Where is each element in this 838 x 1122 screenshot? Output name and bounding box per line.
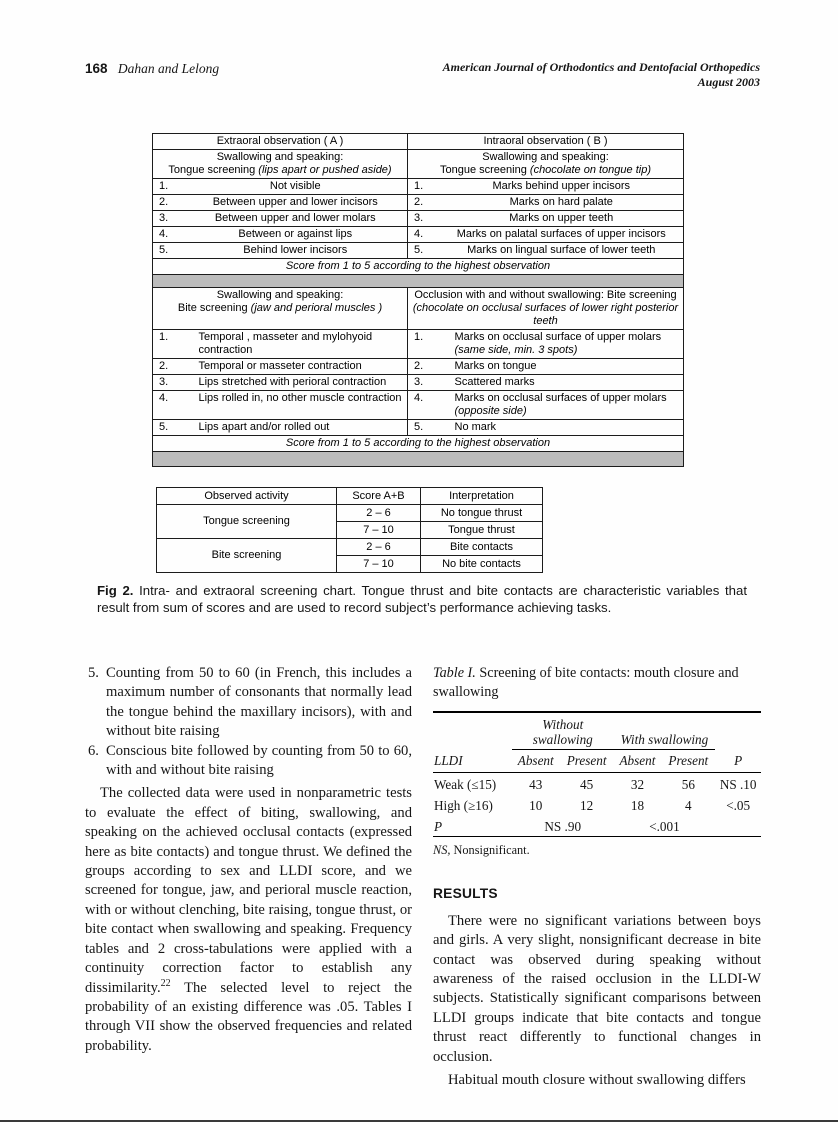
list-item: [85, 664, 412, 742]
spacer-cell: [715, 712, 761, 750]
p-value-cell: <.05: [726, 798, 751, 813]
screening-chart-table: [152, 133, 684, 467]
value-cell: 43: [529, 777, 543, 792]
activity-cell: Bite screening: [157, 539, 337, 573]
chart-item-row: [153, 243, 684, 259]
row-label-p: P: [434, 819, 443, 834]
extraoral-item: Not visible: [184, 179, 408, 195]
chart-item-row: [153, 330, 684, 359]
results-paragraph: There were no significant variations between boys and girls. A very slight, nonsignificant decrease in bite contact was observed during speaking without awareness of the raised occlusion in the LLDI-W subjects. Statistically significant comparisons between LLDI groups indicate that bite contacts and tongue thrust react differently to functional changes in occlusion.: [433, 912, 761, 1065]
intraoral-item: Marks on hard palate: [440, 195, 684, 211]
intraoral-item: Marks on tongue: [440, 359, 684, 375]
chart-item-row: [153, 227, 684, 243]
interpretation-cell: No bite contacts: [421, 556, 543, 573]
item-number: 2.: [408, 359, 440, 375]
extraoral-item: Between or against lips: [184, 227, 408, 243]
page-number: 168: [85, 61, 108, 76]
intraoral-item: Marks behind upper incisors: [440, 179, 684, 195]
chart-item-row: [153, 420, 684, 436]
chart-item-row: [153, 195, 684, 211]
item-number: 5.: [408, 420, 440, 436]
item-number: 2.: [408, 195, 440, 211]
table-row: [153, 452, 684, 467]
extraoral-item: Lips stretched with perioral contraction: [184, 375, 408, 391]
item-number: 3.: [408, 375, 440, 391]
interpretation-cell: Bite contacts: [421, 539, 543, 556]
intraoral-tongue-subheader: [408, 150, 684, 179]
score-cell: 2 – 6: [337, 505, 421, 522]
extraoral-item: Lips apart and/or rolled out: [184, 420, 408, 436]
intraoral-item: Marks on lingual surface of lower teeth: [440, 243, 684, 259]
table-row: [153, 259, 684, 275]
value-cell: 56: [681, 777, 695, 792]
intraoral-bite-subheader: [408, 288, 684, 330]
value-cell: 45: [580, 777, 594, 792]
running-authors: Dahan and Lelong: [117, 61, 220, 76]
activity-cell: Tongue screening: [157, 505, 337, 539]
score-note: Score from 1 to 5 according to the highest observation: [153, 436, 684, 452]
intraoral-item: Marks on occlusal surfaces of upper molars (opposite side): [440, 391, 684, 420]
list-item-number: 6.: [88, 742, 99, 759]
intraoral-item: Scattered marks: [440, 375, 684, 391]
item-number: 5.: [153, 420, 184, 436]
intraoral-item: Marks on occlusal surface of upper molars (same side, min. 3 spots): [440, 330, 684, 359]
item-number: 3.: [408, 211, 440, 227]
chart-item-row: [153, 375, 684, 391]
methods-paragraph: The collected data were used in nonparametric tests to evaluate the effect of biting, swallowing, and speaking on the achieved occlusal contacts (expressed here as bite contacts) and tongue thrust. We defined the groups according to sex and LLDI score, and we screened for tongue, jaw, and perioral muscle reaction, with or without clenching, bite raising, tongue thrust, or bite contact when swallowing and speaking. Frequency tables and 2 cross-tabulations were applied with a continuity correction factor to establish any dissimilarity.$^{22}$ The selected level to reject the probability of an existing difference was .05. Tables I through VII show the observed frequencies and related probability.: [85, 785, 412, 1054]
table-row: [153, 288, 684, 330]
col-header-p: P: [715, 750, 761, 773]
item-number: 1.: [408, 330, 440, 359]
item-number: 1.: [408, 179, 440, 195]
extraoral-item: Temporal , masseter and mylohyoid contraction: [184, 330, 408, 359]
group-header-with-swallowing: With swallowing: [614, 712, 716, 750]
results-paragraph: Habitual mouth closure without swallowing differs: [448, 1072, 746, 1089]
table-row: [157, 488, 543, 505]
subheader-line: Occlusion with and without swallowing: Bite screening: [414, 289, 677, 301]
item-number: 1.: [153, 330, 184, 359]
intraoral-item: Marks on upper teeth: [440, 211, 684, 227]
subheader-line: Tongue screening (chocolate on tongue tip): [440, 164, 651, 176]
separator-band: [153, 452, 684, 467]
journal-title: American Journal of Orthodontics and Dentofacial Orthopedics: [442, 60, 760, 74]
table1-footnote: NS, Nonsignificant.: [433, 843, 530, 857]
issue-date: August 2003: [697, 75, 760, 89]
item-number: 1.: [153, 179, 184, 195]
item-number: 3.: [153, 211, 184, 227]
value-cell: 4: [685, 798, 692, 813]
list-item-number: 5.: [88, 665, 99, 681]
list-item: [85, 742, 412, 781]
item-number: 4.: [408, 227, 440, 243]
col-header-absent: Absent: [614, 750, 662, 773]
table1: [433, 711, 761, 837]
chart-item-row: [153, 391, 684, 420]
spacer-cell: [715, 815, 761, 837]
col-header-present: Present: [661, 750, 715, 773]
list-item-text: Conscious bite followed by counting from 50 to 60, with and without bite raising: [106, 742, 412, 779]
running-head-right: [443, 60, 760, 90]
row-label: High (≥16): [434, 798, 493, 813]
table-row: [157, 505, 543, 522]
item-number: 2.: [153, 195, 184, 211]
interpretation-cell: No tongue thrust: [421, 505, 543, 522]
separator-band: [153, 275, 684, 288]
col-header-activity: Observed activity: [157, 488, 337, 505]
item-number: 5.: [153, 243, 184, 259]
chart-item-row: [153, 211, 684, 227]
subheader-line: Tongue screening (lips apart or pushed aside): [168, 164, 392, 176]
table-row: [433, 712, 761, 750]
col-header-lldi: LLDI: [433, 750, 512, 773]
chart-item-row: [153, 179, 684, 195]
subheader-line: (chocolate on occlusal surfaces of lower right posterior teeth: [412, 302, 679, 327]
table-row: [153, 134, 684, 150]
extraoral-item: Between upper and lower molars: [184, 211, 408, 227]
col-header-present: Present: [560, 750, 614, 773]
p-value-with: <.001: [649, 819, 680, 834]
extraoral-item: Between upper and lower incisors: [184, 195, 408, 211]
row-label: Weak (≤15): [434, 777, 497, 792]
intraoral-item: No mark: [440, 420, 684, 436]
score-cell: 7 – 10: [337, 522, 421, 539]
item-number: 3.: [153, 375, 184, 391]
table1-title: Screening of bite contacts: mouth closure and swallowing: [433, 665, 739, 700]
col-header-interpretation: Interpretation: [421, 488, 543, 505]
extraoral-item: Lips rolled in, no other muscle contraction: [184, 391, 408, 420]
spacer-cell: [433, 712, 512, 750]
figure-caption-text: Intra- and extraoral screening chart. Tongue thrust and bite contacts are characteristic variables that result from sum of scores and are used to record subject’s performance achieving tasks.: [97, 583, 748, 615]
item-number: 4.: [408, 391, 440, 420]
p-value-cell: NS .10: [719, 777, 757, 792]
subheader-line: Bite screening (jaw and perioral muscles ): [177, 302, 383, 314]
extraoral-item: Behind lower incisors: [184, 243, 408, 259]
value-cell: 32: [630, 777, 645, 792]
extraoral-column-header: Extraoral observation ( A ): [153, 134, 408, 150]
col-header-absent: Absent: [512, 750, 560, 773]
score-cell: 2 – 6: [337, 539, 421, 556]
body-column-left: [85, 664, 412, 1056]
subheader-line: Swallowing and speaking:: [482, 151, 609, 163]
subheader-line: Swallowing and speaking:: [216, 289, 344, 301]
item-number: 5.: [408, 243, 440, 259]
table-row: [433, 815, 761, 837]
score-cell: 7 – 10: [337, 556, 421, 573]
extraoral-bite-subheader: [153, 288, 408, 330]
subheader-line: Swallowing and speaking:: [216, 151, 344, 163]
table-row: [153, 150, 684, 179]
value-cell: 12: [580, 798, 594, 813]
p-value-without: NS .90: [544, 819, 582, 834]
table1-label: Table I.: [433, 665, 476, 681]
score-note: Score from 1 to 5 according to the highest observation: [153, 259, 684, 275]
figure-caption: [97, 583, 747, 617]
table-row: [433, 794, 761, 815]
item-number: 4.: [153, 391, 184, 420]
value-cell: 18: [630, 798, 645, 813]
running-head-left: [85, 61, 219, 77]
list-item-text: Counting from 50 to 60 (in French, this includes a maximum number of consonants that normally lead the tongue behind the maxillary incisors), with and without bite raising: [106, 665, 412, 740]
results-heading: RESULTS: [433, 886, 498, 902]
extraoral-tongue-subheader: [153, 150, 408, 179]
chart-item-row: [153, 359, 684, 375]
reference-superscript: 22: [160, 977, 171, 989]
table1-caption: [433, 664, 761, 702]
table-row: [157, 539, 543, 556]
figure-label: Fig 2.: [97, 583, 134, 598]
item-number: 4.: [153, 227, 184, 243]
table-row: [433, 750, 761, 773]
score-interpretation-table: [156, 487, 543, 573]
table-row: [433, 773, 761, 795]
body-column-right: [433, 664, 761, 1090]
group-header-without-swallowing: Without swallowing: [512, 712, 614, 750]
col-header-score: Score A+B: [337, 488, 421, 505]
item-number: 2.: [153, 359, 184, 375]
extraoral-item: Temporal or masseter contraction: [184, 359, 408, 375]
intraoral-item: Marks on palatal surfaces of upper incisors: [440, 227, 684, 243]
interpretation-cell: Tongue thrust: [421, 522, 543, 539]
table-row: [153, 436, 684, 452]
value-cell: 10: [529, 798, 543, 813]
table-row: [153, 275, 684, 288]
intraoral-column-header: Intraoral observation ( B ): [408, 134, 684, 150]
